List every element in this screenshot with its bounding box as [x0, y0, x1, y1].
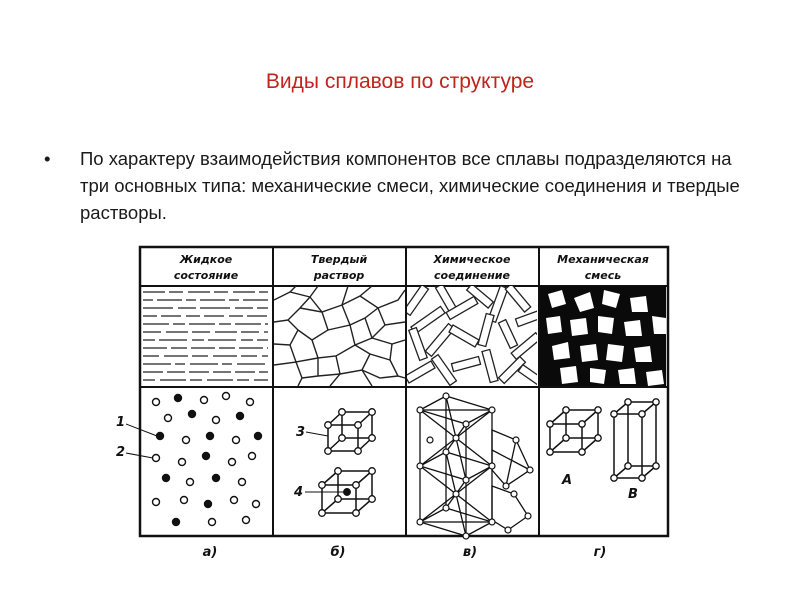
chemical-compound-lattice — [420, 396, 530, 536]
caption-d: г) — [593, 545, 607, 560]
header-liquid-line2: состояние — [173, 269, 239, 282]
marker-1: 1 — [116, 415, 126, 430]
marker-b: В — [628, 487, 638, 502]
liquid-structure — [143, 292, 268, 380]
slide-title: Виды сплавов по структуре — [265, 70, 535, 93]
solid-solution-grains — [274, 286, 405, 386]
chemical-compound-crystals — [404, 284, 546, 387]
bullet-text: По характеру взаимодействия компонентов все сплавы подразделяются на три основных типа: механические смеси, химические соединения и твердые растворы. — [80, 148, 740, 223]
bullet-dot: • — [44, 148, 51, 169]
header-liquid-line1: Жидкое — [179, 253, 233, 266]
header-solid-solution-line1: Твердый — [310, 253, 368, 266]
header-mechanical-mixture-line1: Механическая — [557, 253, 649, 266]
caption-a: а) — [202, 545, 218, 560]
header-chemical-compound-line2: соединение — [434, 269, 510, 282]
marker-4: 4 — [294, 485, 304, 500]
caption-b: б) — [330, 545, 346, 560]
marker-lines-a — [126, 424, 157, 458]
header-solid-solution-line2: раствор — [313, 269, 365, 282]
marker-3: 3 — [296, 425, 306, 440]
header-mechanical-mixture-line2: смесь — [584, 269, 622, 282]
caption-c: в) — [462, 545, 478, 560]
marker-2: 2 — [116, 445, 126, 460]
marker-a: А — [562, 473, 573, 488]
header-chemical-compound-line1: Химическое — [433, 253, 511, 266]
liquid-atoms — [153, 393, 262, 526]
